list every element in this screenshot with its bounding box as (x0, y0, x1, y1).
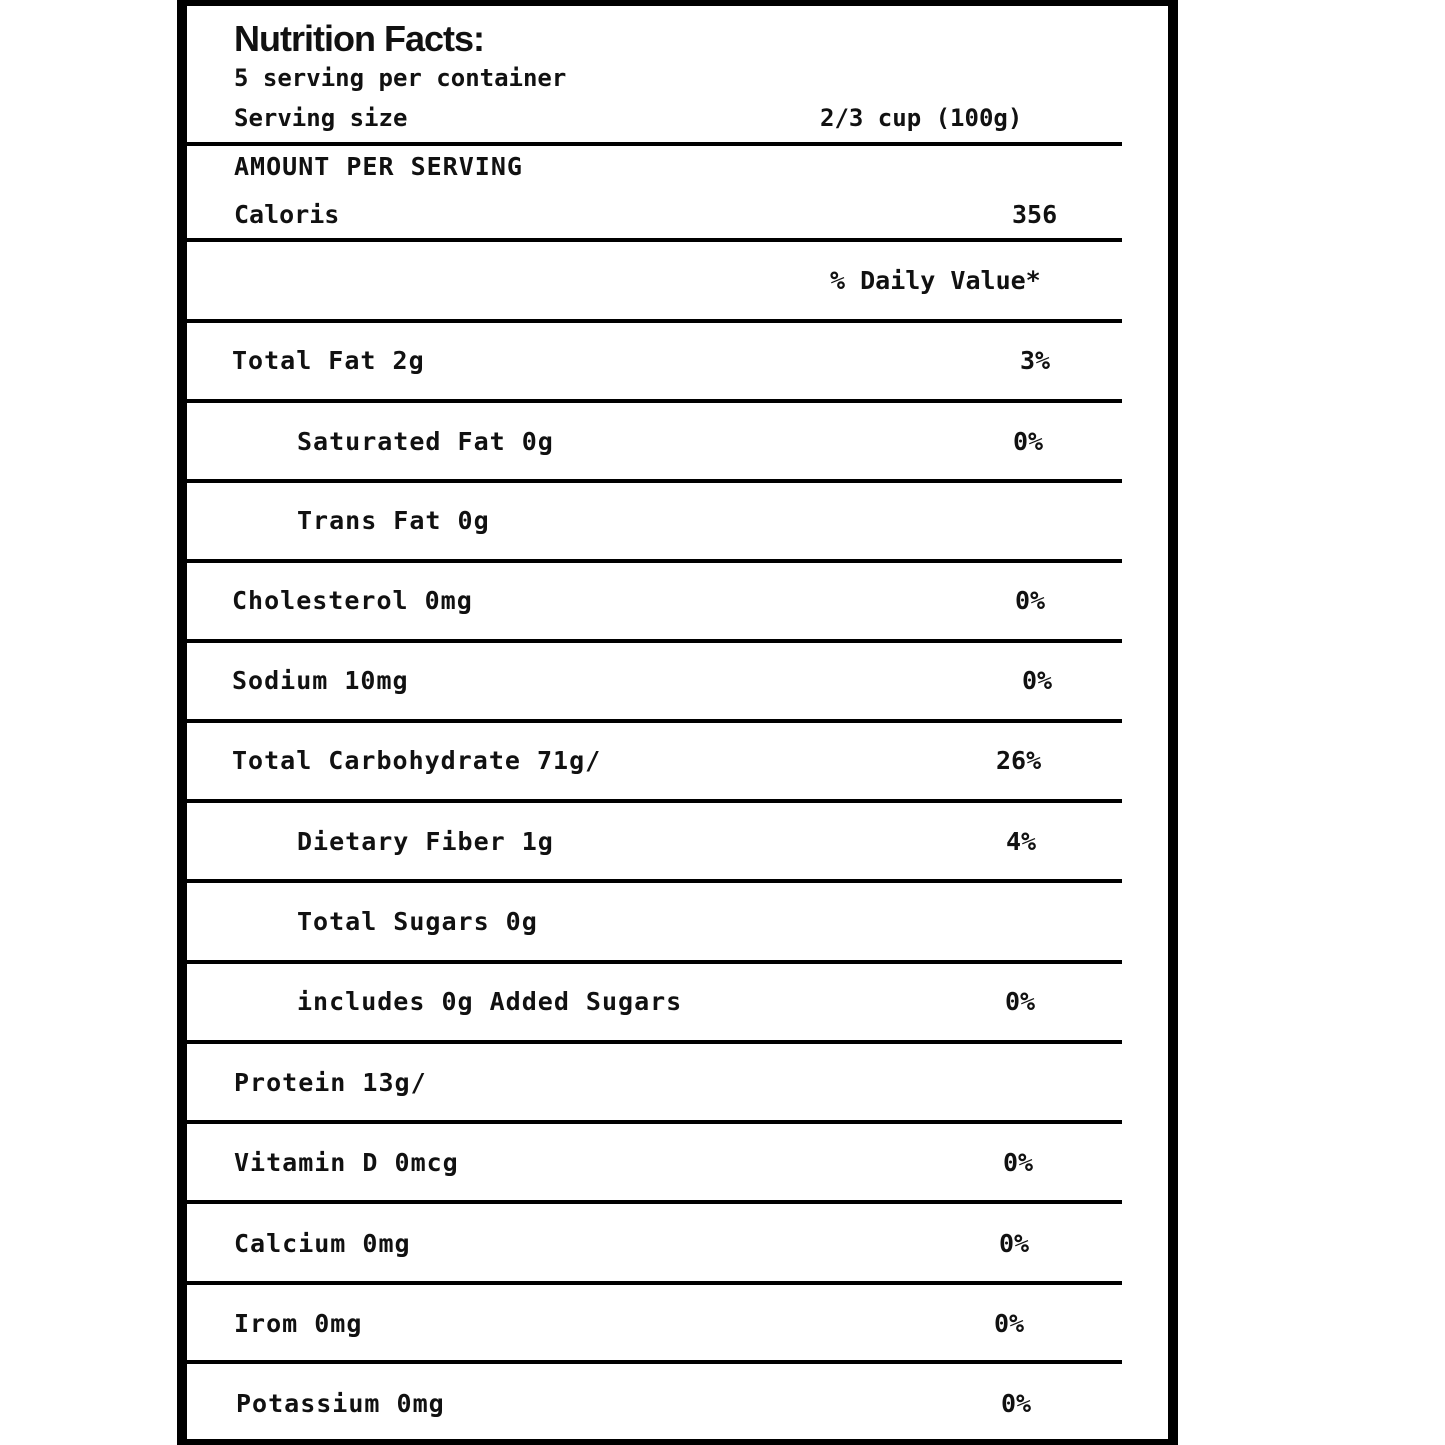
nutrient-pct-added-sugars: 0% (1005, 987, 1036, 1016)
divider (187, 142, 1122, 146)
nutrient-pct-saturated-fat: 0% (1013, 427, 1044, 456)
nutrient-pct-cholesterol: 0% (1015, 586, 1046, 615)
nutrient-name-dietary-fiber: Dietary Fiber 1g (297, 827, 554, 856)
servings-per-container: 5 serving per container (234, 64, 567, 92)
nutrient-name-saturated-fat: Saturated Fat 0g (297, 427, 554, 456)
divider (187, 719, 1122, 723)
nutrient-name-calcium: Calcium 0mg (234, 1229, 411, 1258)
nutrient-name-total-fat: Total Fat 2g (232, 346, 425, 375)
divider (187, 1281, 1122, 1285)
nutrient-name-vitamin-d: Vitamin D 0mcg (234, 1148, 459, 1177)
divider (187, 960, 1122, 964)
nutrient-pct-dietary-fiber: 4% (1006, 827, 1037, 856)
serving-size-value: 2/3 cup (100g) (820, 104, 1023, 132)
label-title: Nutrition Facts: (234, 18, 484, 59)
nutrient-pct-total-fat: 3% (1020, 346, 1051, 375)
divider (187, 319, 1122, 323)
divider (187, 1040, 1122, 1044)
nutrient-name-cholesterol: Cholesterol 0mg (232, 586, 473, 615)
nutrient-pct-total-carbohydrate: 26% (996, 746, 1042, 775)
nutrient-pct-iron: 0% (994, 1309, 1025, 1338)
nutrient-name-trans-fat: Trans Fat 0g (297, 506, 490, 535)
divider (187, 559, 1122, 563)
daily-value-header: % Daily Value* (830, 266, 1041, 295)
divider (187, 399, 1122, 403)
calories-label: Caloris (234, 200, 340, 229)
nutrient-pct-sodium: 0% (1022, 666, 1053, 695)
divider (187, 879, 1122, 883)
serving-size-label: Serving size (234, 104, 408, 132)
calories-value: 356 (1012, 200, 1058, 229)
divider (187, 639, 1122, 643)
divider (187, 238, 1122, 242)
nutrient-name-total-carbohydrate: Total Carbohydrate 71g/ (232, 746, 602, 775)
nutrient-name-protein: Protein 13g/ (234, 1068, 427, 1097)
nutrient-pct-vitamin-d: 0% (1003, 1148, 1034, 1177)
nutrient-name-total-sugars: Total Sugars 0g (297, 907, 538, 936)
nutrient-pct-potassium: 0% (1001, 1389, 1032, 1418)
nutrient-name-iron: Irom 0mg (234, 1309, 363, 1338)
divider (187, 1120, 1122, 1124)
nutrient-name-added-sugars: includes 0g Added Sugars (297, 987, 683, 1016)
divider (187, 799, 1122, 803)
nutrient-pct-calcium: 0% (999, 1229, 1030, 1258)
nutrient-name-potassium: Potassium 0mg (236, 1389, 445, 1418)
nutrient-name-sodium: Sodium 10mg (232, 666, 409, 695)
amount-per-serving-header: AMOUNT PER SERVING (234, 152, 523, 181)
divider (187, 1360, 1122, 1364)
divider (187, 1200, 1122, 1204)
divider (187, 479, 1122, 483)
